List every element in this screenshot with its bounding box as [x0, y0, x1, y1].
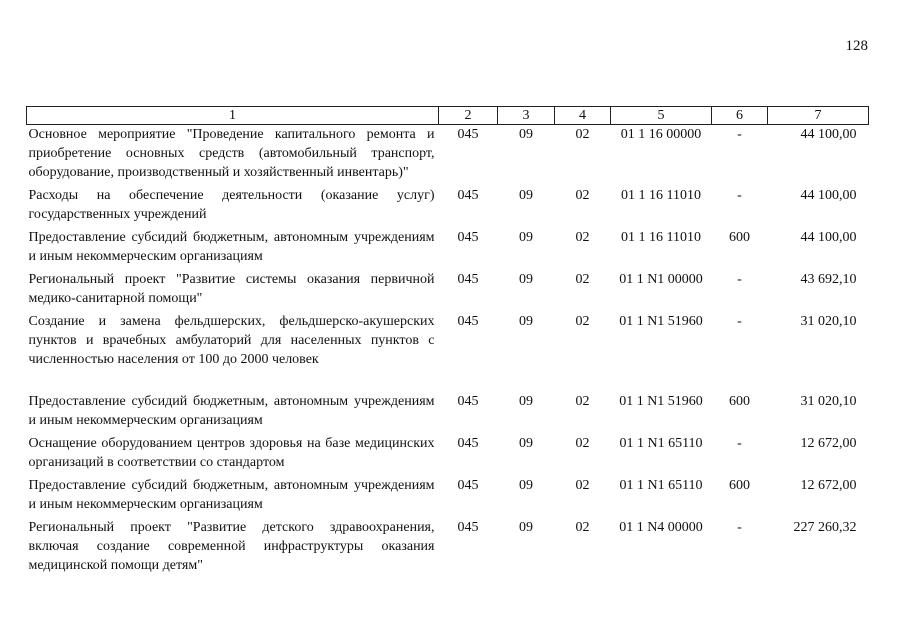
- budget-table: [26, 106, 869, 579]
- amount: 12 672,00: [800, 478, 857, 493]
- target-code: 01 1 N1 51960: [619, 314, 703, 329]
- expense-type-code: -: [737, 314, 742, 329]
- table-row: [27, 186, 869, 228]
- expense-type-code: 600: [729, 478, 750, 493]
- subsection-code: 02: [575, 230, 590, 245]
- item-name: Предоставление субсидий бюджетным, автономным учреждениям и иным некоммерческим организациям: [28, 230, 435, 264]
- item-name: Оснащение оборудованием центров здоровья на базе медицинских организаций в соответствии со стандартом: [28, 436, 435, 470]
- target-code: 01 1 16 00000: [620, 127, 702, 142]
- section-code: 09: [519, 230, 533, 245]
- amount: 31 020,10: [800, 314, 857, 329]
- expense-type-code: -: [737, 272, 742, 287]
- section-code: 09: [519, 314, 533, 329]
- amount: 227 260,32: [793, 520, 857, 535]
- ministry-code: 045: [457, 436, 479, 451]
- expense-type-code: 600: [729, 230, 750, 245]
- subsection-code: 02: [575, 314, 590, 329]
- header-cell: 7: [768, 107, 869, 125]
- header-cell: 3: [498, 107, 555, 125]
- item-name: Предоставление субсидий бюджетным, автономным учреждениям и иным некоммерческим организациям: [28, 478, 435, 512]
- section-code: 09: [519, 436, 533, 451]
- subsection-code: 02: [575, 436, 590, 451]
- item-name: Основное мероприятие "Проведение капитального ремонта и приобретение основных средств (автомобильный транспорт, оборудование, производственный и хозяйственный инвентарь)": [28, 127, 435, 180]
- target-code: 01 1 16 11010: [621, 230, 701, 245]
- target-code: 01 1 N1 51960: [619, 394, 703, 409]
- ministry-code: 045: [457, 188, 479, 203]
- section-code: 09: [519, 188, 533, 203]
- expense-type-code: -: [737, 436, 742, 451]
- table-row: [27, 518, 869, 579]
- subsection-code: 02: [575, 127, 590, 142]
- ministry-code: 045: [457, 272, 479, 287]
- amount: 12 672,00: [800, 436, 857, 451]
- section-code: 09: [519, 394, 533, 409]
- amount: 44 100,00: [800, 188, 857, 203]
- item-name: Создание и замена фельдшерских, фельдшерско-акушерских пунктов и врачебных амбулаторий для населенных пунктов с численностью населения от 100 до 2000 человек: [28, 314, 435, 367]
- subsection-code: 02: [575, 520, 590, 535]
- header-cell: 6: [712, 107, 768, 125]
- expense-type-code: -: [737, 188, 742, 203]
- header-cell: 4: [555, 107, 611, 125]
- header-cell: 5: [611, 107, 712, 125]
- ministry-code: 045: [457, 478, 479, 493]
- amount: 44 100,00: [800, 127, 857, 142]
- section-code: 09: [519, 520, 533, 535]
- item-name: Региональный проект "Развитие системы оказания первичной медико-санитарной помощи": [28, 272, 435, 306]
- table-row: [27, 434, 869, 476]
- target-code: 01 1 N1 65110: [619, 436, 703, 451]
- target-code: 01 1 N1 65110: [619, 478, 703, 493]
- amount: 31 020,10: [800, 394, 857, 409]
- subsection-code: 02: [575, 188, 590, 203]
- expense-type-code: 600: [729, 394, 750, 409]
- subsection-code: 02: [575, 394, 590, 409]
- table-row: [27, 476, 869, 518]
- section-code: 09: [519, 478, 533, 493]
- ministry-code: 045: [457, 127, 479, 142]
- section-code: 09: [519, 127, 533, 142]
- target-code: 01 1 N1 00000: [619, 272, 703, 287]
- page-number: 128: [845, 38, 868, 54]
- item-name: Предоставление субсидий бюджетным, автономным учреждениям и иным некоммерческим организациям: [28, 394, 435, 428]
- subsection-code: 02: [575, 478, 590, 493]
- ministry-code: 045: [457, 394, 479, 409]
- target-code: 01 1 N4 00000: [619, 520, 703, 535]
- amount: 44 100,00: [800, 230, 857, 245]
- item-name: Расходы на обеспечение деятельности (оказание услуг) государственных учреждений: [28, 188, 435, 222]
- ministry-code: 045: [457, 314, 479, 329]
- table-row: [27, 125, 869, 187]
- table-row: [27, 392, 869, 434]
- target-code: 01 1 16 11010: [621, 188, 701, 203]
- table-header-row: [27, 107, 869, 125]
- header-cell: 1: [27, 107, 439, 125]
- expense-type-code: -: [737, 520, 742, 535]
- subsection-code: 02: [575, 272, 590, 287]
- table-row: [27, 270, 869, 312]
- item-name: Региональный проект "Развитие детского здравоохранения, включая создание современной инфраструктуры оказания медицинской помощи детям": [28, 520, 435, 573]
- amount: 43 692,10: [800, 272, 857, 287]
- expense-type-code: -: [737, 127, 742, 142]
- table-row: [27, 228, 869, 270]
- ministry-code: 045: [457, 230, 479, 245]
- table-row: [27, 312, 869, 392]
- section-code: 09: [519, 272, 533, 287]
- header-cell: 2: [439, 107, 498, 125]
- ministry-code: 045: [457, 520, 479, 535]
